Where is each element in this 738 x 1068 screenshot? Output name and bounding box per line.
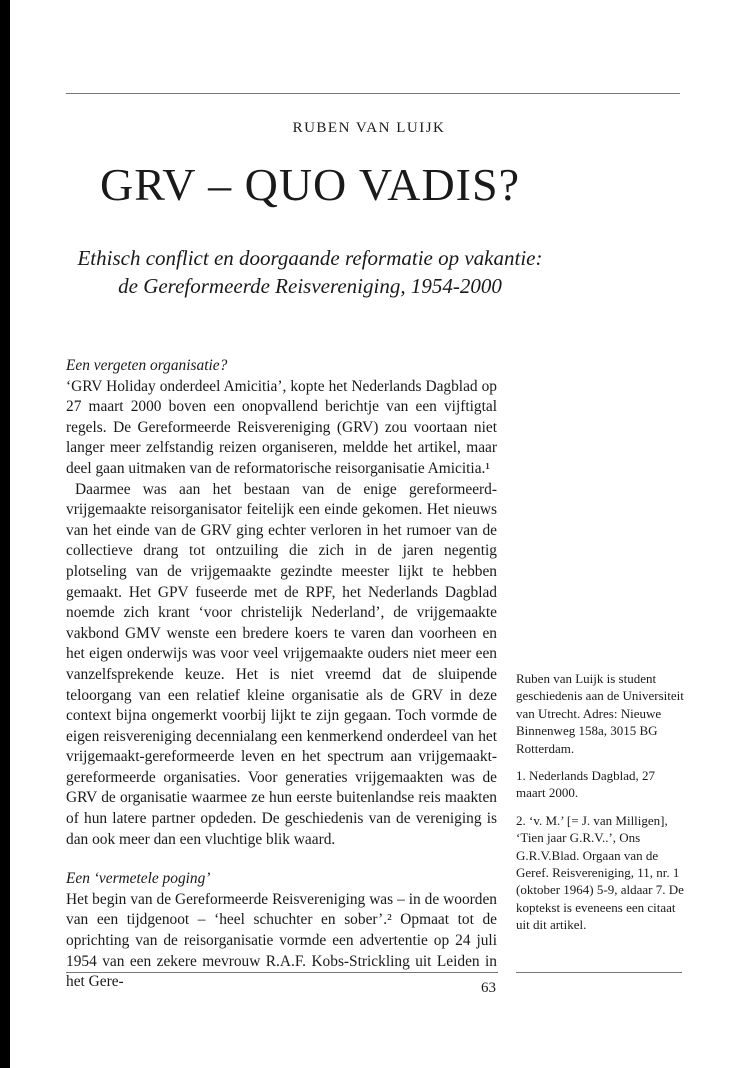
sidenote-rule bbox=[516, 972, 682, 973]
page-number: 63 bbox=[481, 980, 496, 996]
paragraph: Het begin van de Gereformeerde Reisvereniging was – in de woorden van een tijdgenoot – ‘heel schuchter en sober’.² Opmaat tot de oprichting van de reisorganisatie vormde een advertentie op 24 juli 1954 van een zekere mevrouw R.A.F. Kobs-Strickling uit Leiden in het Gere- bbox=[66, 890, 497, 991]
author-name: RUBEN VAN LUIJK bbox=[292, 120, 446, 136]
section-heading: Een ‘vermetele poging’ bbox=[66, 870, 211, 888]
footnote: 1. Nederlands Dagblad, 27 maart 2000. bbox=[516, 768, 655, 801]
footnote: 2. ‘v. M.’ [= J. van Milligen], ‘Tien jaar G.R.V..’, Ons G.R.V.Blad. Orgaan van de Geref. Reisvereniging, 11, nr. 1 (oktober 1964) 5-9, aldaar 7. De koptekst is eveneens een citaat uit dit artikel. bbox=[516, 812, 684, 933]
article-title: GRV – QUO VADIS? bbox=[100, 159, 520, 210]
paragraph: ‘GRV Holiday onderdeel Amicitia’, kopte het Nederlands Dagblad op 27 maart 2000 boven een onopvallend berichtje van een vijftigtal regels. De Gereformeerde Reisvereniging (GRV) zou voortaan niet langer meer zelfstandig reizen organiseren, meldde het artikel, maar deel gaan uitmaken van de reformatorische reisorganisatie Amicitia.¹ bbox=[66, 377, 497, 477]
article-subtitle: Ethisch conflict en doorgaande reformatie op vakantie: de Gereformeerde Reisvereniging, 1954-2000 bbox=[77, 246, 543, 298]
section-heading: Een vergeten organisatie? bbox=[66, 357, 228, 374]
sidenotes bbox=[516, 670, 684, 944]
main-text-column bbox=[66, 356, 497, 993]
bottom-rule bbox=[66, 972, 498, 973]
paragraph: Daarmee was aan het bestaan van de enige gereformeerd-vrijgemaakte reisorganisator feitelijk een einde gekomen. Het nieuws van het einde van de GRV ging echter verloren in het rumoer van de collectieve drang tot ontzuiling die zich in de jaren negentig plotseling van de vrijgemaakte gezindte meester lijkt te hebben gemaakt. Het GPV fuseerde met de RPF, het Nederlands Dagblad noemde zich krant ‘voor christelijk Nederland’, de vrijgemaakte vakbond GMV wenste een bredere koers te varen dan voorheen en het eigen onderwijs was voor veel vrijgemaakte ouders niet meer een vanzelfsprekende keuze. Het is niet vreemd dat de sluipende teloorgang van een relatief kleine organisatie als de GRV in deze context bijna ongemerkt voorbij lijkt te zijn gegaan. Toch vormde de eigen reisvereniging decennialang een kenmerkend onderdeel van het vrijgemaakt-gereformeerde leven en het spectrum aan vrijgemaakt-gereformeerde organisaties. Voor generaties vrijgemaakten was de GRV de organisatie waarmee ze hun eerste buitenlandse reis maakten of hun latere partner opdeden. De geschiedenis van de vereniging is dan ook meer dan een vluchtige blik waard. bbox=[66, 480, 497, 848]
top-rule bbox=[66, 93, 680, 94]
author-note: Ruben van Luijk is student geschiedenis aan de Universiteit van Utrecht. Adres: Nieuwe Binnenweg 158a, 3015 BG Rotterdam. bbox=[516, 671, 684, 756]
scan-edge-bar bbox=[0, 0, 10, 1068]
